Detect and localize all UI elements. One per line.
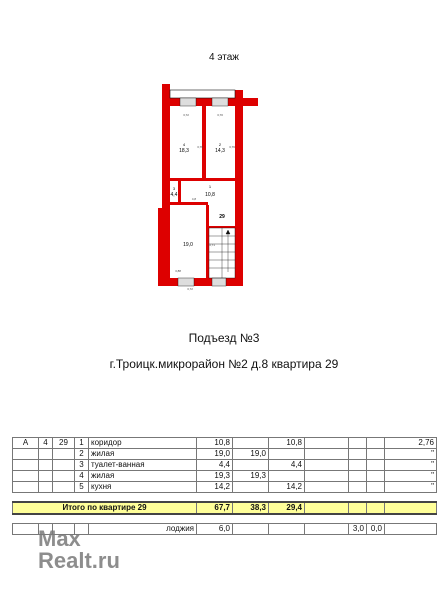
wall-left-lower xyxy=(158,208,170,286)
room-area-label: 19,0 xyxy=(183,242,193,248)
table-row: 3 туалет-ванная 4,4 4,4 " xyxy=(13,460,437,471)
room-area-label: 4,4 xyxy=(170,192,178,198)
wall-right xyxy=(235,106,243,284)
wall-balcony-top xyxy=(162,84,170,88)
room-number-label: 4 xyxy=(182,142,186,147)
wall-bottom xyxy=(158,278,243,286)
watermark-line1: Max xyxy=(38,526,81,551)
address-caption: г.Троицк.микрорайон №2 д.8 квартира 29 xyxy=(109,357,339,371)
table-spacer-row xyxy=(13,493,437,503)
table-row: 2 жилая 19,0 19,0 " xyxy=(13,449,437,460)
window-bottom-left xyxy=(178,278,194,286)
table-row: 4 жилая 19,3 19,3 " xyxy=(13,471,437,482)
table-row: 5 кухня 14,2 14,2 " xyxy=(13,482,437,493)
partition-v3 xyxy=(206,205,209,278)
room-number-label: 1 xyxy=(208,184,212,189)
room-area-label: 10,8 xyxy=(205,192,215,198)
dimension-label: 4,8 xyxy=(191,197,197,201)
partition-h2 xyxy=(170,202,208,205)
window-bottom-right xyxy=(212,278,226,286)
partition-v1 xyxy=(202,106,206,178)
dimension-label: 3,76 xyxy=(229,145,235,149)
watermark-logo xyxy=(38,528,120,572)
entrance-caption: Подъезд №3 xyxy=(188,331,260,345)
room-number-label: 2 xyxy=(218,142,222,147)
staircase xyxy=(209,228,235,278)
dimension-label: 3,88 xyxy=(175,269,181,273)
room-area-label: 18,3 xyxy=(179,148,189,154)
dimension-label: 3,76 xyxy=(197,145,203,149)
table-row: А 4 29 1 коридор 10,8 10,8 2,76 xyxy=(13,438,437,449)
dimension-label: 3,72 xyxy=(183,113,189,117)
loggia xyxy=(170,90,235,98)
partition-h1 xyxy=(170,178,235,181)
apartment-number: 29 xyxy=(219,214,225,220)
room-area-label: 14,3 xyxy=(215,148,225,154)
dimension-label: 3,70 xyxy=(217,113,223,117)
total-row: Итого по квартире 29 67,7 38,3 29,4 xyxy=(13,502,437,514)
dimension-label: 3,71 xyxy=(209,243,215,247)
floor-label: 4 этаж xyxy=(209,52,239,63)
floor-plan xyxy=(150,76,268,291)
partition-v2 xyxy=(178,181,181,205)
window-top-right xyxy=(212,98,228,106)
loggia-row: лоджия 6,0 3,0 0,0 xyxy=(13,524,437,535)
table-spacer-row xyxy=(13,514,437,524)
partition-v-stairs xyxy=(208,226,235,228)
window-top-left xyxy=(180,98,196,106)
wall-left-upper xyxy=(162,98,170,208)
wall-top xyxy=(162,98,258,106)
room-number-label: 3 xyxy=(172,186,176,191)
dimension-label: 3,72 xyxy=(187,287,193,291)
area-table xyxy=(12,437,436,535)
wall-balcony-r xyxy=(235,90,243,106)
watermark-line2: Realt.ru xyxy=(38,548,120,573)
